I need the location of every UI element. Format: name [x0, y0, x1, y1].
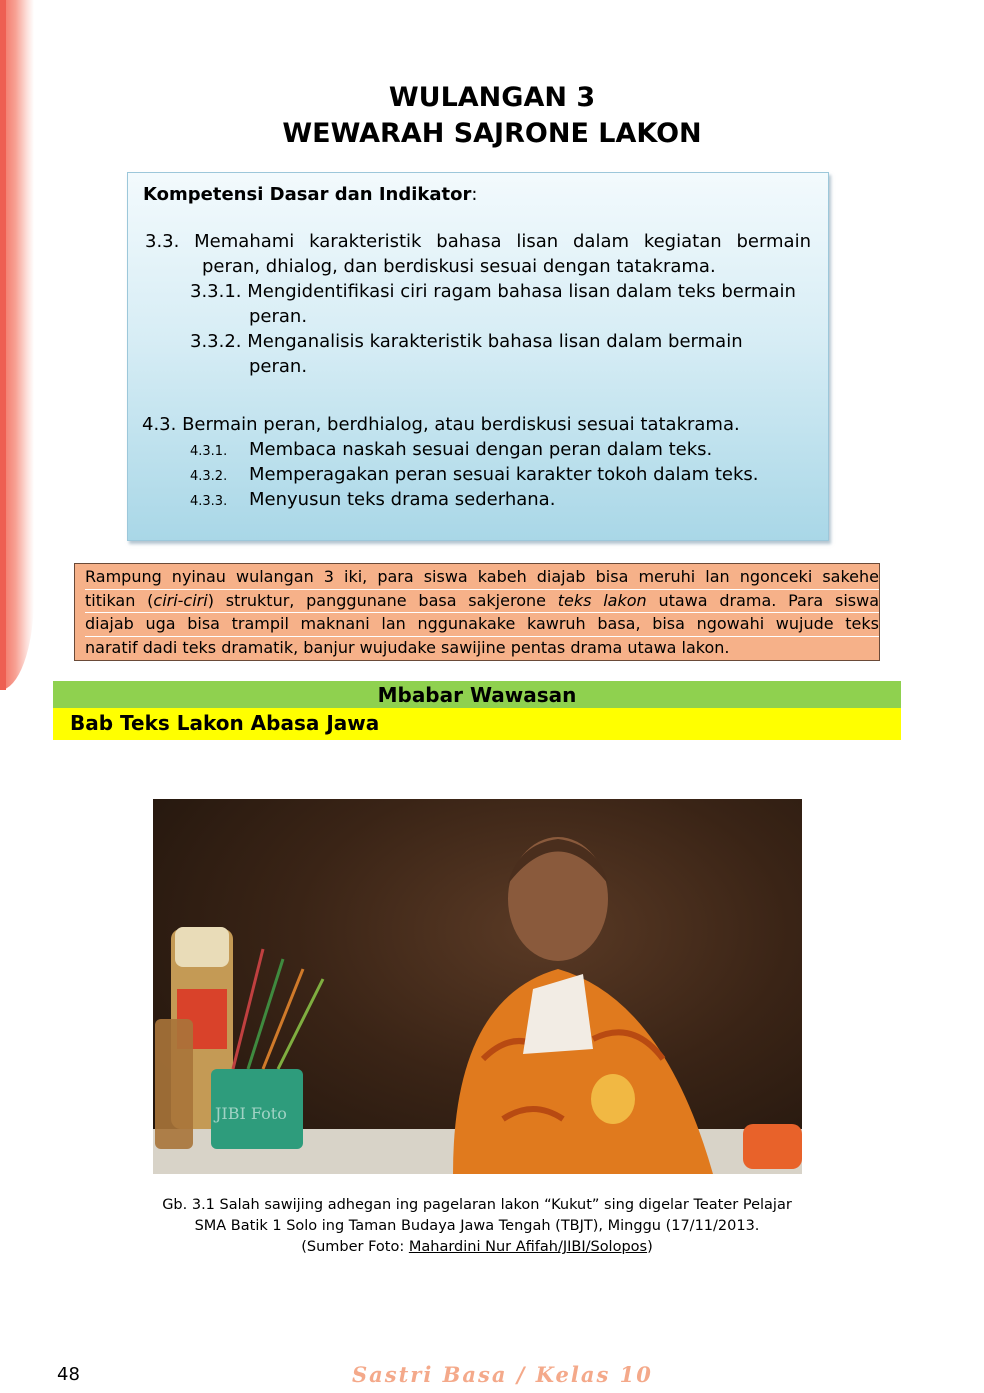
indicator-3-3-2-line2: peran.: [249, 356, 308, 377]
photo-caption: [120, 1195, 834, 1258]
photo-bowl: [743, 1124, 802, 1169]
summary-line-3: diajab uga bisa trampil maknani lan nggunakake kawruh basa, bisa ngowahi wujude teks: [85, 613, 879, 637]
competency-heading: Kompetensi Dasar dan Indikator:: [143, 184, 478, 205]
photo-bottle: [155, 1019, 193, 1149]
drama-scene-photo: [153, 799, 802, 1174]
photo-watermark: JIBI Foto: [215, 1104, 287, 1123]
page-number: 48: [57, 1364, 80, 1385]
indicator-3-3-1-line2: peran.: [249, 306, 308, 327]
chapter-number-title: WULANGAN 3: [388, 82, 596, 113]
learning-goal-box: [74, 563, 880, 661]
caption-line-2: SMA Batik 1 Solo ing Taman Budaya Jawa Tengah (TBJT), Minggu (17/11/2013.: [194, 1218, 760, 1234]
caption-line-3: (Sumber Foto: Mahardini Nur Afifah/JIBI/Solopos): [301, 1239, 653, 1255]
kd-3-3-line2: peran, dhialog, dan berdiskusi sesuai dengan tatakrama.: [202, 256, 716, 277]
kd-3-3-line1: 3.3. Memahami karakteristik bahasa lisan dalam kegiatan bermain: [145, 231, 811, 252]
indicator-4-3-1: 4.3.1. Membaca naskah sesuai dengan peran dalam teks.: [190, 439, 713, 460]
kd-4-3-line1: 4.3. Bermain peran, berdhialog, atau berdiskusi sesuai tatakrama.: [142, 414, 740, 435]
section-header-yellow: [53, 708, 901, 740]
summary-line-2: titikan (ciri-ciri) struktur, panggunane basa sakjerone teks lakon utawa drama. Para siswa: [85, 590, 879, 614]
indicator-4-3-2: 4.3.2. Memperagakan peran sesuai karakter tokoh dalam teks.: [190, 464, 759, 485]
chapter-title: WEWARAH SAJRONE LAKON: [282, 118, 702, 149]
indicator-4-3-3: 4.3.3. Menyusun teks drama sederhana.: [190, 489, 556, 510]
photo-source-link[interactable]: Mahardini Nur Afifah/JIBI/Solopos: [408, 1239, 648, 1255]
competency-box: [127, 172, 829, 541]
summary-line-1: Rampung nyinau wulangan 3 iki, para siswa kabeh diajab bisa meruhi lan ngonceki sakehe: [85, 566, 879, 590]
section-subtitle: Bab Teks Lakon Abasa Jawa: [70, 711, 380, 735]
photo-lamp: [591, 1074, 635, 1124]
indicator-3-3-2-line1: 3.3.2. Menganalisis karakteristik bahasa lisan dalam bermain: [190, 331, 743, 352]
book-title-footer: Sastri Basa / Kelas 10: [352, 1362, 653, 1387]
summary-line-4: naratif dadi teks dramatik, banjur wujudake sawijine pentas drama utawa lakon.: [85, 637, 730, 657]
indicator-3-3-1-line1: 3.3.1. Mengidentifikasi ciri ragam bahasa lisan dalam teks bermain: [190, 281, 796, 302]
section-header-green: Mbabar Wawasan: [53, 681, 901, 708]
caption-line-1: Gb. 3.1 Salah sawijing adhegan ing pagelaran lakon “Kukut” sing digelar Teater Pelajar: [162, 1197, 792, 1213]
